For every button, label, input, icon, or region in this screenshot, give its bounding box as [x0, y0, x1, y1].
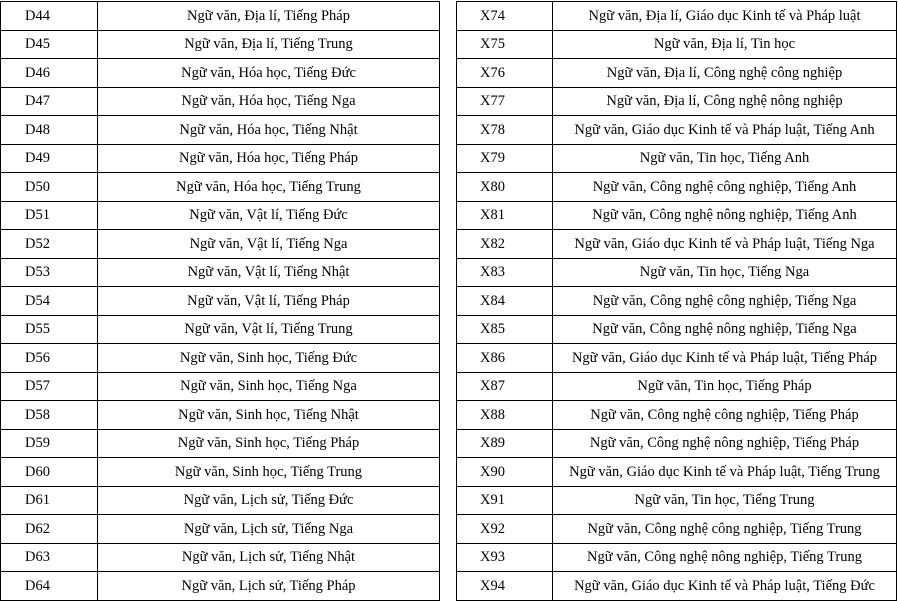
subject-list: Ngữ văn, Hóa học, Tiếng Nga — [98, 87, 440, 116]
table-row — [457, 59, 897, 88]
subject-list: Ngữ văn, Lịch sử, Tiếng Đức — [98, 486, 440, 515]
table-body — [1, 2, 440, 601]
table-row — [1, 59, 440, 88]
combination-code: X83 — [457, 258, 553, 287]
subject-list: Ngữ văn, Giáo dục Kinh tế và Pháp luật, Tiếng Trung — [553, 458, 897, 487]
combination-code: X94 — [457, 572, 553, 601]
table-row — [1, 572, 440, 601]
table-row — [457, 543, 897, 572]
table-row — [1, 116, 440, 145]
combination-code: X87 — [457, 372, 553, 401]
table-row — [457, 572, 897, 601]
table-row — [1, 144, 440, 173]
subject-list: Ngữ văn, Hóa học, Tiếng Trung — [98, 173, 440, 202]
table-row — [1, 173, 440, 202]
subject-list: Ngữ văn, Vật lí, Tiếng Trung — [98, 315, 440, 344]
table-row — [1, 2, 440, 31]
combination-code: X85 — [457, 315, 553, 344]
subject-list: Ngữ văn, Sinh học, Tiếng Nga — [98, 372, 440, 401]
subject-list: Ngữ văn, Công nghệ nông nghiệp, Tiếng Trung — [553, 543, 897, 572]
subject-list: Ngữ văn, Công nghệ công nghiệp, Tiếng Pháp — [553, 401, 897, 430]
combination-code: D63 — [1, 543, 98, 572]
combination-code: D52 — [1, 230, 98, 259]
subject-list: Ngữ văn, Sinh học, Tiếng Đức — [98, 344, 440, 373]
combination-code: D45 — [1, 30, 98, 59]
table-row — [1, 315, 440, 344]
combination-code: X84 — [457, 287, 553, 316]
table-row — [1, 486, 440, 515]
combination-code: X92 — [457, 515, 553, 544]
table-row — [457, 201, 897, 230]
combination-code: X86 — [457, 344, 553, 373]
subject-list: Ngữ văn, Lịch sử, Tiếng Pháp — [98, 572, 440, 601]
combination-code: D57 — [1, 372, 98, 401]
table-row — [457, 401, 897, 430]
subject-combination-table-right — [456, 1, 897, 601]
combination-code: X93 — [457, 543, 553, 572]
subject-list: Ngữ văn, Tin học, Tiếng Pháp — [553, 372, 897, 401]
combination-code: D44 — [1, 2, 98, 31]
subject-list: Ngữ văn, Vật lí, Tiếng Đức — [98, 201, 440, 230]
subject-list: Ngữ văn, Công nghệ nông nghiệp, Tiếng Pháp — [553, 429, 897, 458]
subject-list: Ngữ văn, Giáo dục Kinh tế và Pháp luật, Tiếng Pháp — [553, 344, 897, 373]
combination-code: D51 — [1, 201, 98, 230]
combination-code: D46 — [1, 59, 98, 88]
subject-list: Ngữ văn, Công nghệ công nghiệp, Tiếng Nga — [553, 287, 897, 316]
subject-list: Ngữ văn, Công nghệ nông nghiệp, Tiếng Anh — [553, 201, 897, 230]
table-row — [457, 144, 897, 173]
table-row — [457, 87, 897, 116]
combination-code: X81 — [457, 201, 553, 230]
table-row — [1, 515, 440, 544]
table-row — [1, 458, 440, 487]
combination-code: X82 — [457, 230, 553, 259]
subject-list: Ngữ văn, Địa lí, Tin học — [553, 30, 897, 59]
subject-list: Ngữ văn, Hóa học, Tiếng Nhật — [98, 116, 440, 145]
table-row — [457, 515, 897, 544]
combination-code: D55 — [1, 315, 98, 344]
subject-list: Ngữ văn, Tin học, Tiếng Anh — [553, 144, 897, 173]
subject-list: Ngữ văn, Vật lí, Tiếng Nhật — [98, 258, 440, 287]
table-row — [457, 486, 897, 515]
combination-code: D64 — [1, 572, 98, 601]
subject-list: Ngữ văn, Địa lí, Công nghệ nông nghiệp — [553, 87, 897, 116]
table-row — [457, 344, 897, 373]
subject-list: Ngữ văn, Địa lí, Tiếng Pháp — [98, 2, 440, 31]
table-row — [457, 173, 897, 202]
table-row — [1, 401, 440, 430]
table-row — [1, 30, 440, 59]
table-row — [1, 258, 440, 287]
table-row — [457, 230, 897, 259]
combination-code: D47 — [1, 87, 98, 116]
subject-list: Ngữ văn, Hóa học, Tiếng Pháp — [98, 144, 440, 173]
combination-code: X89 — [457, 429, 553, 458]
subject-list: Ngữ văn, Công nghệ công nghiệp, Tiếng Anh — [553, 173, 897, 202]
subject-list: Ngữ văn, Giáo dục Kinh tế và Pháp luật, Tiếng Nga — [553, 230, 897, 259]
subject-list: Ngữ văn, Địa lí, Giáo dục Kinh tế và Pháp luật — [553, 2, 897, 31]
subject-list: Ngữ văn, Giáo dục Kinh tế và Pháp luật, Tiếng Đức — [553, 572, 897, 601]
subject-list: Ngữ văn, Địa lí, Công nghệ công nghiệp — [553, 59, 897, 88]
combination-code: D54 — [1, 287, 98, 316]
table-body — [457, 2, 897, 601]
subject-list: Ngữ văn, Sinh học, Tiếng Nhật — [98, 401, 440, 430]
table-row — [457, 458, 897, 487]
table-row — [1, 230, 440, 259]
subject-list: Ngữ văn, Sinh học, Tiếng Trung — [98, 458, 440, 487]
combination-code: X74 — [457, 2, 553, 31]
subject-list: Ngữ văn, Hóa học, Tiếng Đức — [98, 59, 440, 88]
combination-code: X80 — [457, 173, 553, 202]
combination-code: D56 — [1, 344, 98, 373]
subject-combination-table-left — [0, 1, 440, 601]
table-row — [1, 287, 440, 316]
combination-code: D61 — [1, 486, 98, 515]
subject-list: Ngữ văn, Công nghệ nông nghiệp, Tiếng Nga — [553, 315, 897, 344]
subject-list: Ngữ văn, Địa lí, Tiếng Trung — [98, 30, 440, 59]
combination-code: D58 — [1, 401, 98, 430]
subject-list: Ngữ văn, Công nghệ công nghiệp, Tiếng Trung — [553, 515, 897, 544]
combination-code: D48 — [1, 116, 98, 145]
combination-code: D59 — [1, 429, 98, 458]
subject-list: Ngữ văn, Lịch sử, Tiếng Nhật — [98, 543, 440, 572]
table-row — [1, 372, 440, 401]
combination-code: D60 — [1, 458, 98, 487]
combination-code: X79 — [457, 144, 553, 173]
subject-list: Ngữ văn, Sinh học, Tiếng Pháp — [98, 429, 440, 458]
combination-code: D50 — [1, 173, 98, 202]
table-row — [457, 372, 897, 401]
table-row — [457, 429, 897, 458]
combination-code: X77 — [457, 87, 553, 116]
combination-code: X75 — [457, 30, 553, 59]
combination-code: X76 — [457, 59, 553, 88]
combination-code: D53 — [1, 258, 98, 287]
subject-list: Ngữ văn, Vật lí, Tiếng Nga — [98, 230, 440, 259]
table-row — [457, 116, 897, 145]
table-row — [1, 429, 440, 458]
combination-code: X90 — [457, 458, 553, 487]
table-row — [457, 287, 897, 316]
table-row — [1, 543, 440, 572]
combination-code: X78 — [457, 116, 553, 145]
subject-list: Ngữ văn, Lịch sử, Tiếng Nga — [98, 515, 440, 544]
combination-code: X88 — [457, 401, 553, 430]
subject-list: Ngữ văn, Vật lí, Tiếng Pháp — [98, 287, 440, 316]
combination-code: X91 — [457, 486, 553, 515]
table-row — [1, 344, 440, 373]
combination-code: D62 — [1, 515, 98, 544]
subject-list: Ngữ văn, Tin học, Tiếng Trung — [553, 486, 897, 515]
subject-list: Ngữ văn, Tin học, Tiếng Nga — [553, 258, 897, 287]
combination-code: D49 — [1, 144, 98, 173]
subject-list: Ngữ văn, Giáo dục Kinh tế và Pháp luật, Tiếng Anh — [553, 116, 897, 145]
table-row — [457, 30, 897, 59]
table-row — [1, 87, 440, 116]
table-row — [457, 258, 897, 287]
table-row — [457, 2, 897, 31]
table-row — [1, 201, 440, 230]
table-row — [457, 315, 897, 344]
